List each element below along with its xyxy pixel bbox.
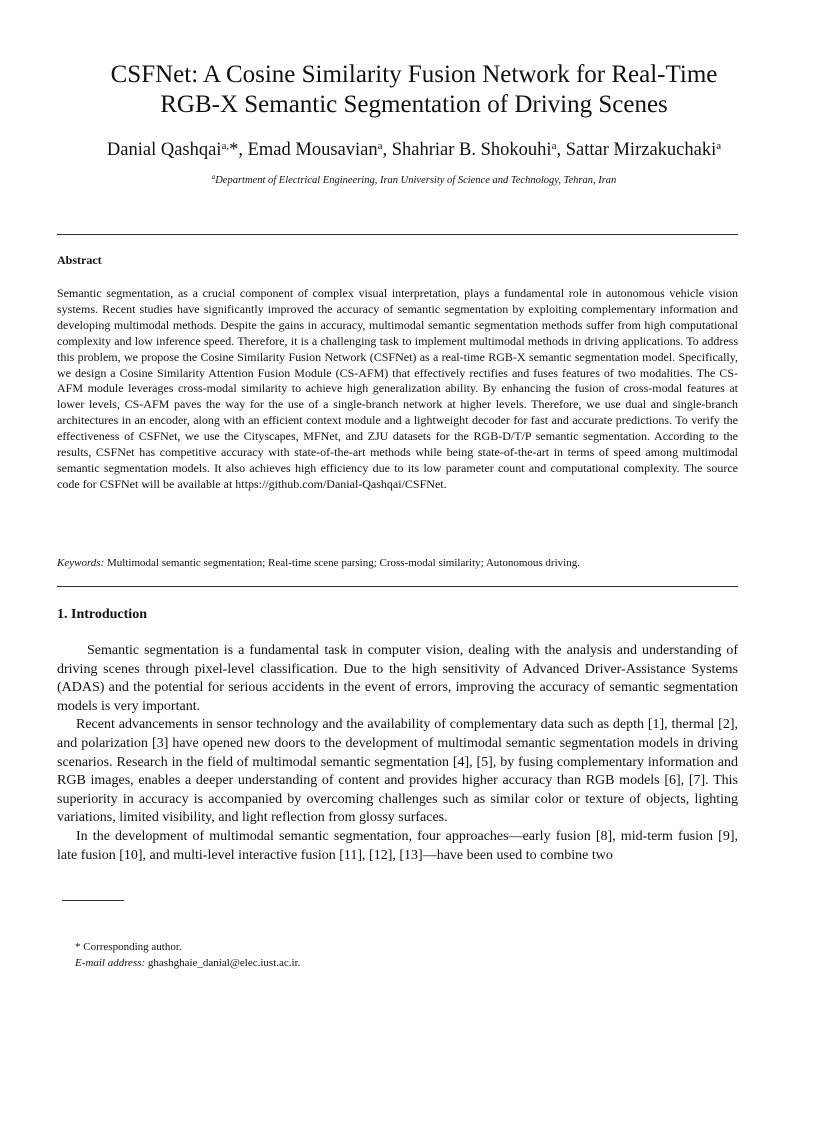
footnote-rule [62,900,124,901]
abstract-text: Semantic segmentation, as a crucial component of complex visual interpretation, plays a fundamental role in autonomous vehicle vision systems. Recent studies have significantly improved the accuracy of semantic segmentation by exploiting complementary information and developing multimodal methods. Despite the gains in accuracy, multimodal semantic segmentation methods suffer from high computational complexity and low inference speed. Therefore, it is a challenging task to implement multimodal methods in driving applications. To address this problem, we propose the Cosine Similarity Fusion Network (CSFNet) as a real-time RGB-X semantic segmentation model. Specifically, we design a Cosine Similarity Attention Fusion Module (CS-AFM) that effectively rectifies and fuses features of two modalities. The CS-AFM module leverages cross-modal similarity to achieve high generalization ability. By enhancing the fusion of cross-modal features at lower levels, CS-AFM paves the way for the use of a single-branch network at higher levels. Therefore, we use dual and single-branch architectures in an encoder, along with an efficient context module and a lightweight decoder for fast and accurate predictions. To verify the effectiveness of CSFNet, we use the Cityscapes, MFNet, and ZJU datasets for the RGB-D/T/P semantic segmentation. According to the results, CSFNet has competitive accuracy with state-of-the-art methods while being state-of-the-art in terms of speed among multimodal semantic segmentation models. It also achieves high efficiency due to its low parameter count and computational complexity. The source code for CSFNet will be available at https://github.com/Danial-Qashqai/CSFNet. [57,286,738,491]
section-heading-introduction: 1. Introduction [57,607,147,622]
author-affiliation-mark: a [716,140,722,152]
author-separator: , [382,140,392,160]
abstract-bottom-rule [57,586,738,587]
intro-paragraph: Semantic segmentation is a fundamental task in computer vision, dealing with the analysis and understanding of driving scenes through pixel-level classification. Due to the high sensitivity of Advanced Driver-Assistance Systems (ADAS) and the potential for serious accidents in the event of errors, improving the accuracy of semantic segmentation models is very important. [57,643,738,714]
paper-title [40,60,788,120]
email-label: E-mail address: [75,956,146,969]
keywords [57,557,757,569]
affiliation-text: Department of Electrical Engineering, Iran University of Science and Technology, Tehran, Iran [215,175,617,186]
email-line [75,956,300,972]
author-affiliation-mark: a [377,140,383,152]
intro-paragraph: In the development of multimodal semantic segmentation, four approaches—early fusion [8], mid-term fusion [9], late fusion [10], and multi-level interactive fusion [11], [12], [13]—have been used to combine two [57,828,738,863]
footnote [75,940,300,972]
abstract-heading: Abstract [57,253,102,267]
author-list [20,138,808,162]
keywords-label: Keywords: [57,557,105,569]
intro-paragraph: Recent advancements in sensor technology and the availability of complementary data such as depth [1], thermal [2], and polarization [3] have opened new doors to the development of multimodal semantic segmentation models in driving scenarios. Research in the field of multimodal semantic segmentation [4], [5], by fusing complementary information and RGB images, enables a deeper understanding of content and provides higher accuracy than RGB models [6], [7]. This superiority in accuracy is accompanied by overcoming challenges such as similar color or texture of objects, lighting variations, limited visibility, and light reflection from glossy surfaces. [57,717,738,826]
author-separator: *, [229,140,248,160]
abstract-top-rule [57,234,738,235]
affiliation [20,175,808,186]
author-name: Shahriar B. Shokouhi [391,140,552,160]
email-address: ghashghaie_danial@elec.iust.ac.ir. [147,956,301,969]
affiliation-mark: a [211,173,216,181]
author-name: Emad Mousavian [247,140,378,160]
title-line-2: RGB-X Semantic Segmentation of Driving Scenes [160,91,668,118]
corresponding-author-note: * Corresponding author. [75,941,182,953]
introduction-body [57,642,738,865]
author-name: Sattar Mirzakuchaki [565,140,717,160]
author-separator: , [556,140,566,160]
author-affiliation-mark: a, [221,140,230,152]
author-name: Danial Qashqai [106,140,222,160]
keywords-text: Multimodal semantic segmentation; Real-time scene parsing; Cross-modal similarity; Autonomous driving. [107,557,580,569]
title-line-1: CSFNet: A Cosine Similarity Fusion Network for Real-Time [110,61,718,88]
author-affiliation-mark: a [551,140,557,152]
